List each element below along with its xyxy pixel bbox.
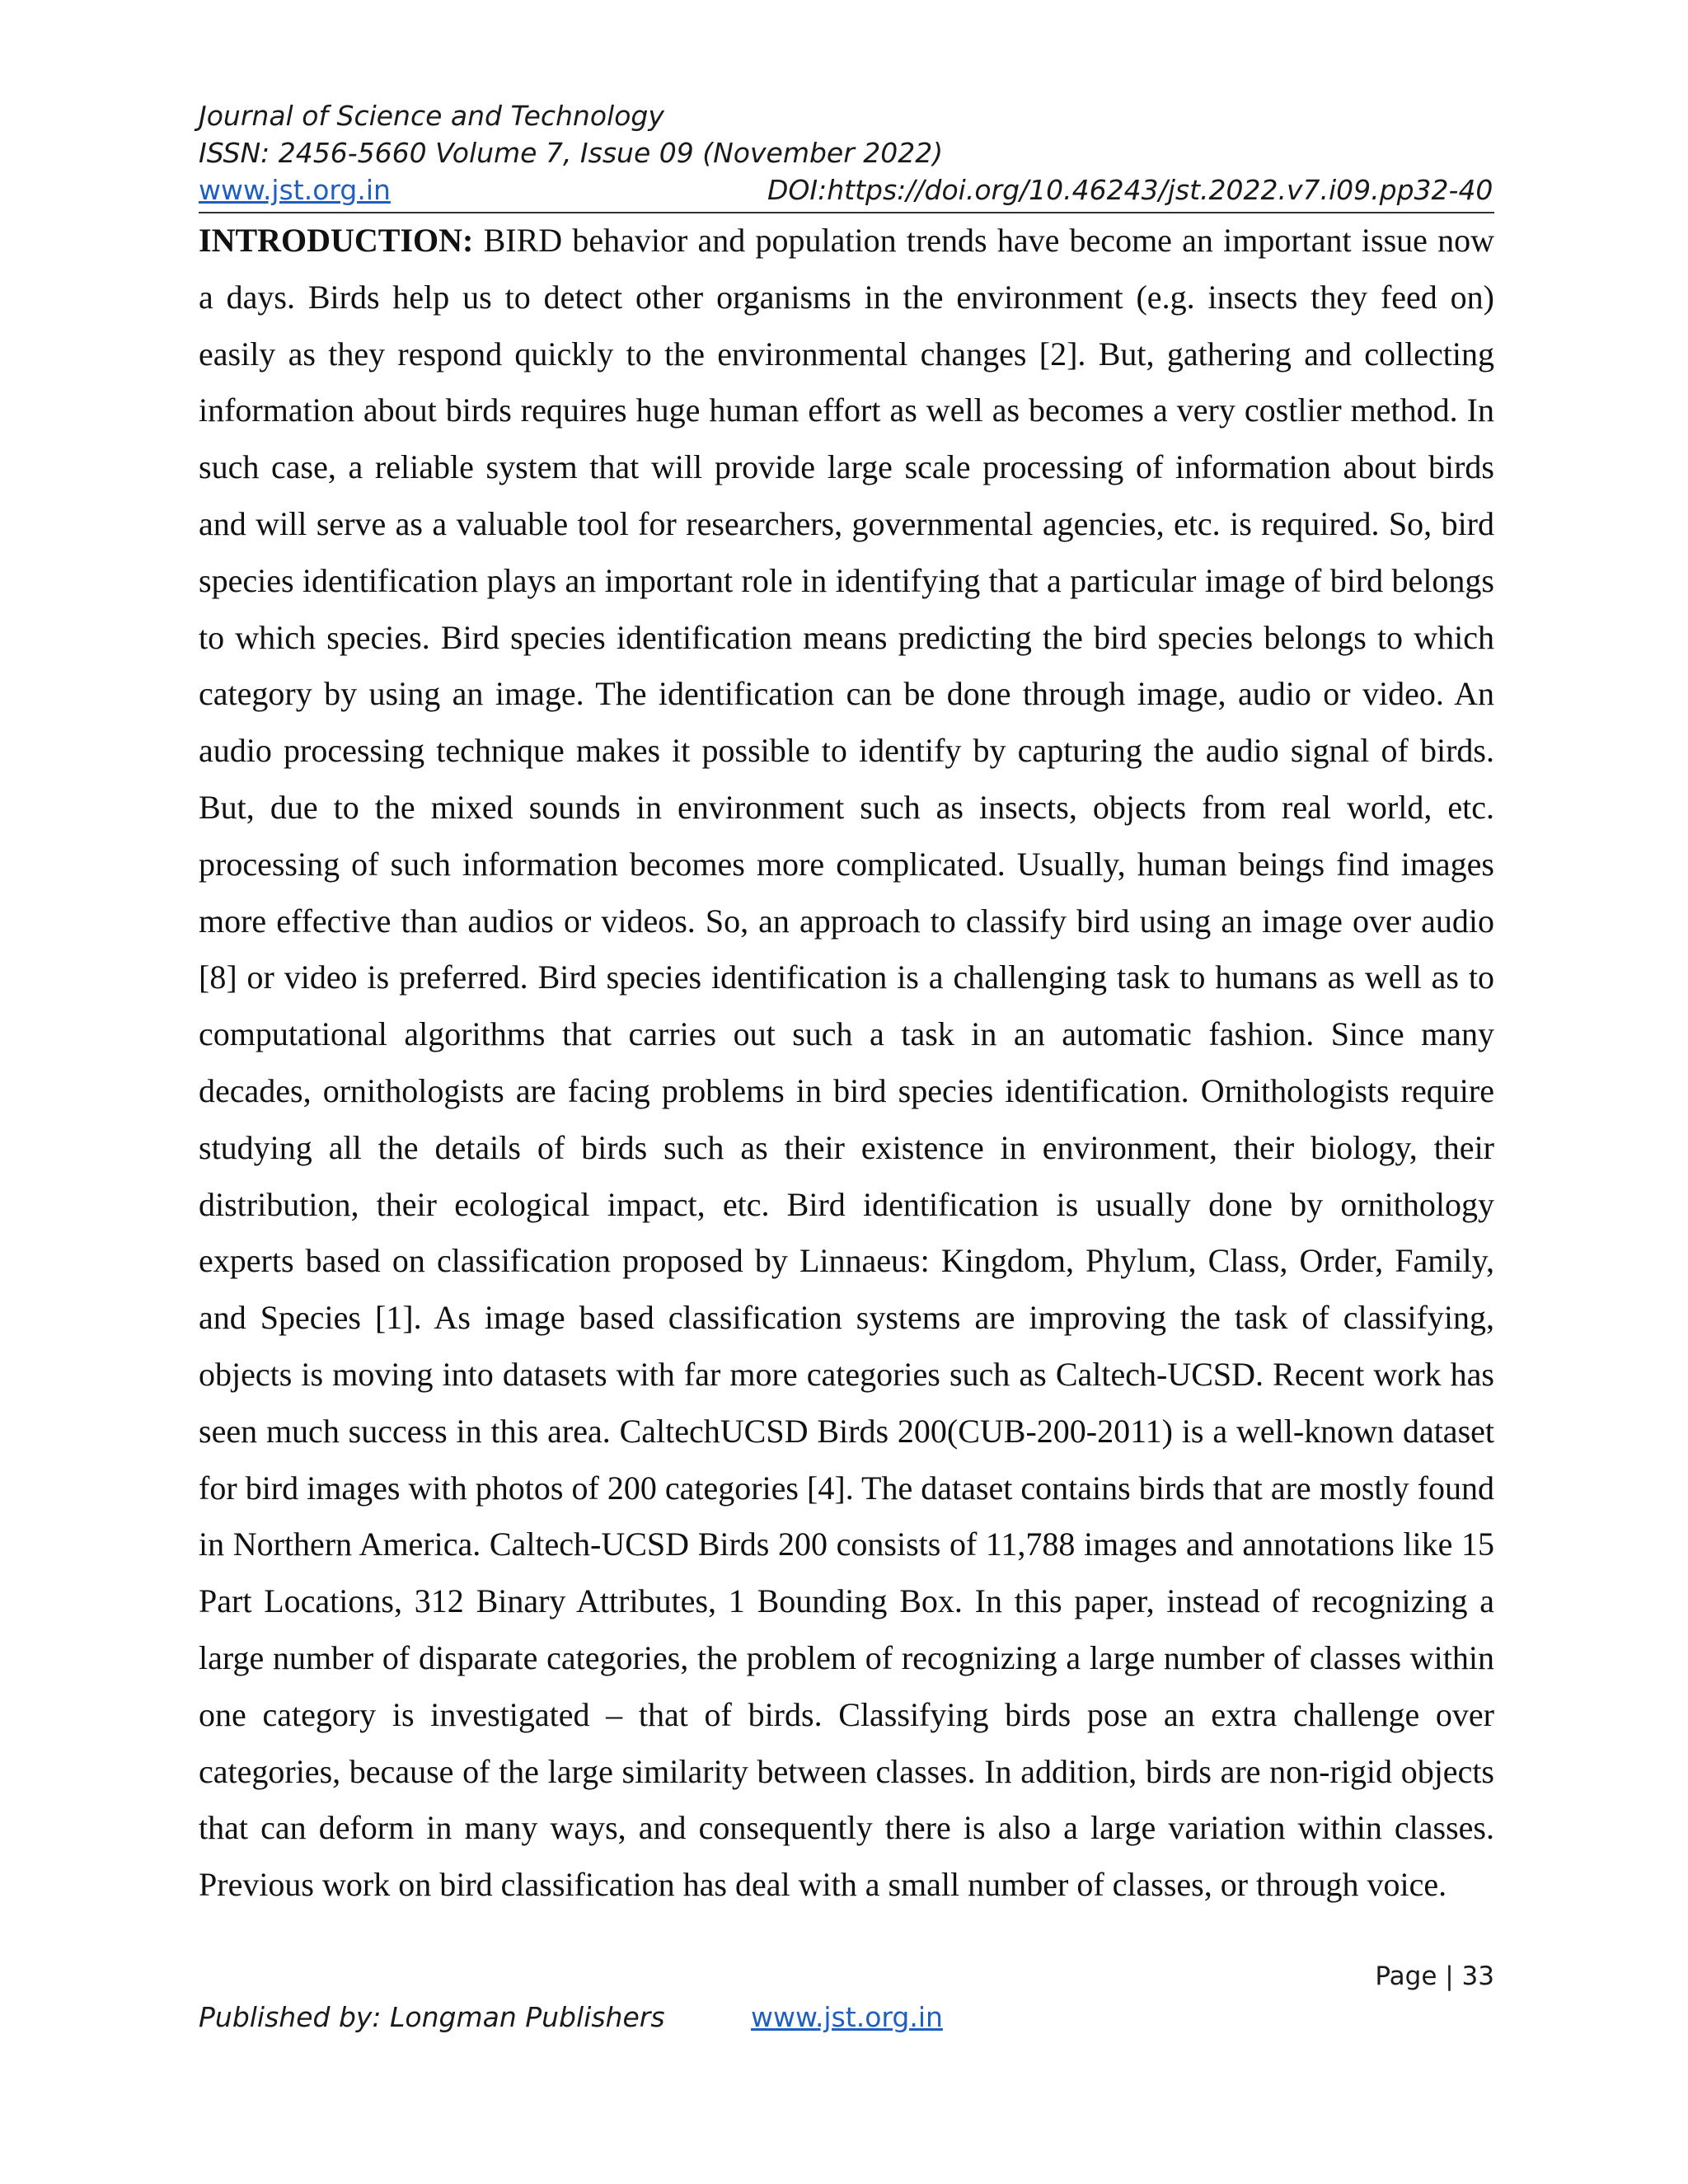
section-heading: INTRODUCTION: — [199, 222, 474, 259]
introduction-section — [199, 213, 1494, 1914]
header-website-link[interactable]: www.jst.org.in — [199, 174, 391, 206]
page-footer — [199, 2001, 1494, 2042]
page-number: Page | 33 — [1375, 1961, 1494, 1991]
running-header — [199, 97, 1494, 209]
section-body-text: BIRD behavior and population trends have become an important issue now a days. Birds help us to detect other organisms in the environment (e.g. insects they feed on) easily as they respond quickly to the environmental changes [2]. But, gathering and collecting information about birds requires huge human effort as well as becomes a very costlier method. In such case, a reliable system that will provide large scale processing of information about birds and will serve as a valuable tool for researchers, governmental agencies, etc. is required. So, bird species identification plays an important role in identifying that a particular image of bird belongs to which species. Bird species identification means predicting the bird species belongs to which category by using an image. The identification can be done through image, audio or video. An audio processing technique makes it possible to identify by capturing the audio signal of birds. But, due to the mixed sounds in environment such as insects, objects from real world, etc. processing of such information becomes more complicated. Usually, human beings find images more effective than audios or videos. So, an approach to classify bird using an image over audio [8] or video is preferred. Bird species identification is a challenging task to humans as well as to computational algorithms that carries out such a task in an automatic fashion. Since many decades, ornithologists are facing problems in bird species identification. Ornithologists require studying all the details of birds such as their existence in environment, their biology, their distribution, their ecological impact, etc. Bird identification is usually done by ornithology experts based on classification proposed by Linnaeus: Kingdom, Phylum, Class, Order, Family, and Species [1]. As image based classification systems are improving the task of classifying, objects is moving into datasets with far more categories such as Caltech-UCSD. Recent work has seen much success in this area. CaltechUCSD Birds 200(CUB-200-2011) is a well-known dataset for bird images with photos of 200 categories [4]. The dataset contains birds that are mostly found in Northern America. Caltech-UCSD Birds 200 consists of 11,788 images and annotations like 15 Part Locations, 312 Binary Attributes, 1 Bounding Box. In this paper, instead of recognizing a large number of disparate categories, the problem of recognizing a large number of classes within one category is investigated – that of birds. Classifying birds pose an extra challenge over categories, because of the large similarity between classes. In addition, birds are non-rigid objects that can deform in many ways, and consequently there is also a large variation within classes. Previous work on bird classification has deal with a small number of classes, or through voice. — [199, 222, 1494, 1904]
footer-website-link[interactable]: www.jst.org.in — [751, 2001, 943, 2033]
publisher-credit: Published by: Longman Publishers — [199, 2001, 665, 2033]
doi-text: DOI:https://doi.org/10.46243/jst.2022.v7.i09.pp32-40 — [767, 174, 1493, 206]
issn-line: ISSN: 2456-5660 Volume 7, Issue 09 (November 2022) — [199, 137, 944, 169]
journal-title: Journal of Science and Technology — [199, 100, 664, 132]
header-links-row — [199, 171, 1494, 209]
